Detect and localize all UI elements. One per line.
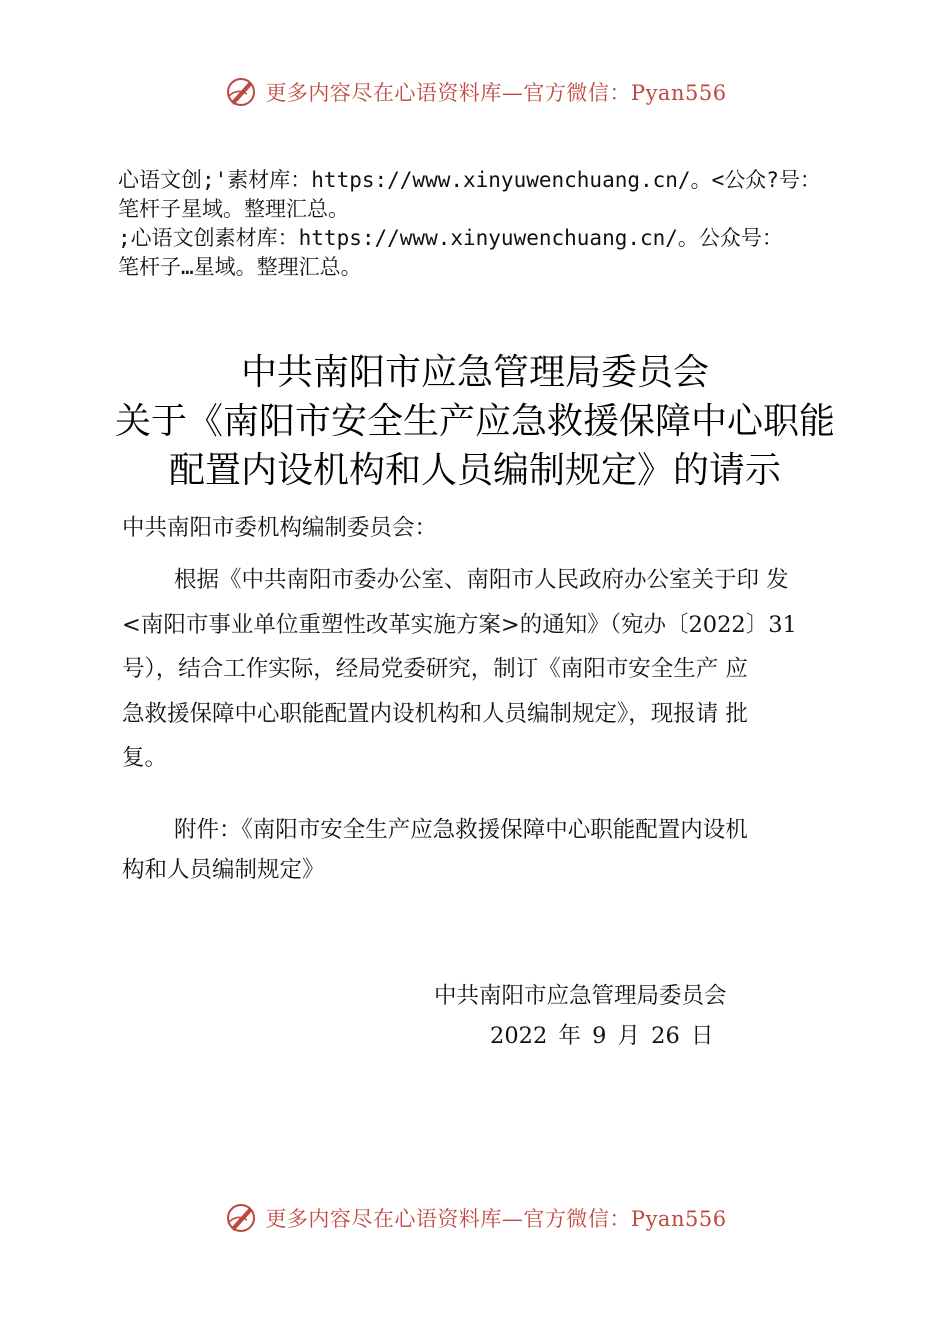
pen-nib-logo-icon bbox=[223, 1200, 259, 1236]
title-line-2: 关于《南阳市安全生产应急救援保障中心职能 bbox=[114, 401, 835, 442]
document-title bbox=[0, 348, 950, 495]
source-line: ;心语文创素材库：https://www.xinyuwenchuang.cn/。公众号： bbox=[118, 226, 783, 250]
date: 2022 年 9 月 26 日 bbox=[490, 1023, 714, 1049]
paragraph-line: 复。 bbox=[122, 745, 168, 771]
bottom-banner bbox=[0, 1198, 950, 1238]
banner-text: 更多内容尽在心语资料库—官方微信：Pyan556 bbox=[265, 81, 727, 105]
signature: 中共南阳市应急管理局委员会 bbox=[434, 983, 727, 1009]
title-line-1: 中共南阳市应急管理局委员会 bbox=[240, 352, 709, 393]
attachment-line: 构和人员编制规定》 bbox=[122, 857, 325, 883]
title-line-3: 配置内设机构和人员编制规定》的请示 bbox=[168, 450, 781, 491]
paragraph-line: <南阳市事业单位重塑性改革实施方案>的通知》（宛办〔2022〕31 bbox=[122, 611, 797, 638]
source-line: 笔杆子星域。整理汇总。 bbox=[118, 197, 349, 221]
salutation: 中共南阳市委机构编制委员会： bbox=[122, 515, 438, 541]
paragraph-line: 急救援保障中心职能配置内设机构和人员编制规定》，现报请 批 bbox=[122, 700, 748, 727]
top-banner bbox=[0, 72, 950, 112]
pen-nib-logo-icon bbox=[223, 74, 259, 110]
main-paragraph bbox=[122, 558, 842, 781]
source-line: 心语文创;'素材库：https://www.xinyuwenchuang.cn/。<公众?号： bbox=[118, 168, 821, 192]
paragraph-line: 号），结合工作实际，经局党委研究，制订《南阳市安全生产 应 bbox=[122, 656, 748, 682]
paragraph-line: 根据《中共南阳市委办公室、南阳市人民政府办公室关于印 发 bbox=[174, 567, 789, 593]
attachment-line: 附件：《南阳市安全生产应急救援保障中心职能配置内设机 bbox=[174, 817, 748, 843]
banner-text: 更多内容尽在心语资料库—官方微信：Pyan556 bbox=[265, 1207, 727, 1231]
attachment-note bbox=[122, 810, 842, 890]
source-line: 笔杆子…星域。整理汇总。 bbox=[118, 255, 362, 279]
source-header bbox=[118, 166, 918, 282]
